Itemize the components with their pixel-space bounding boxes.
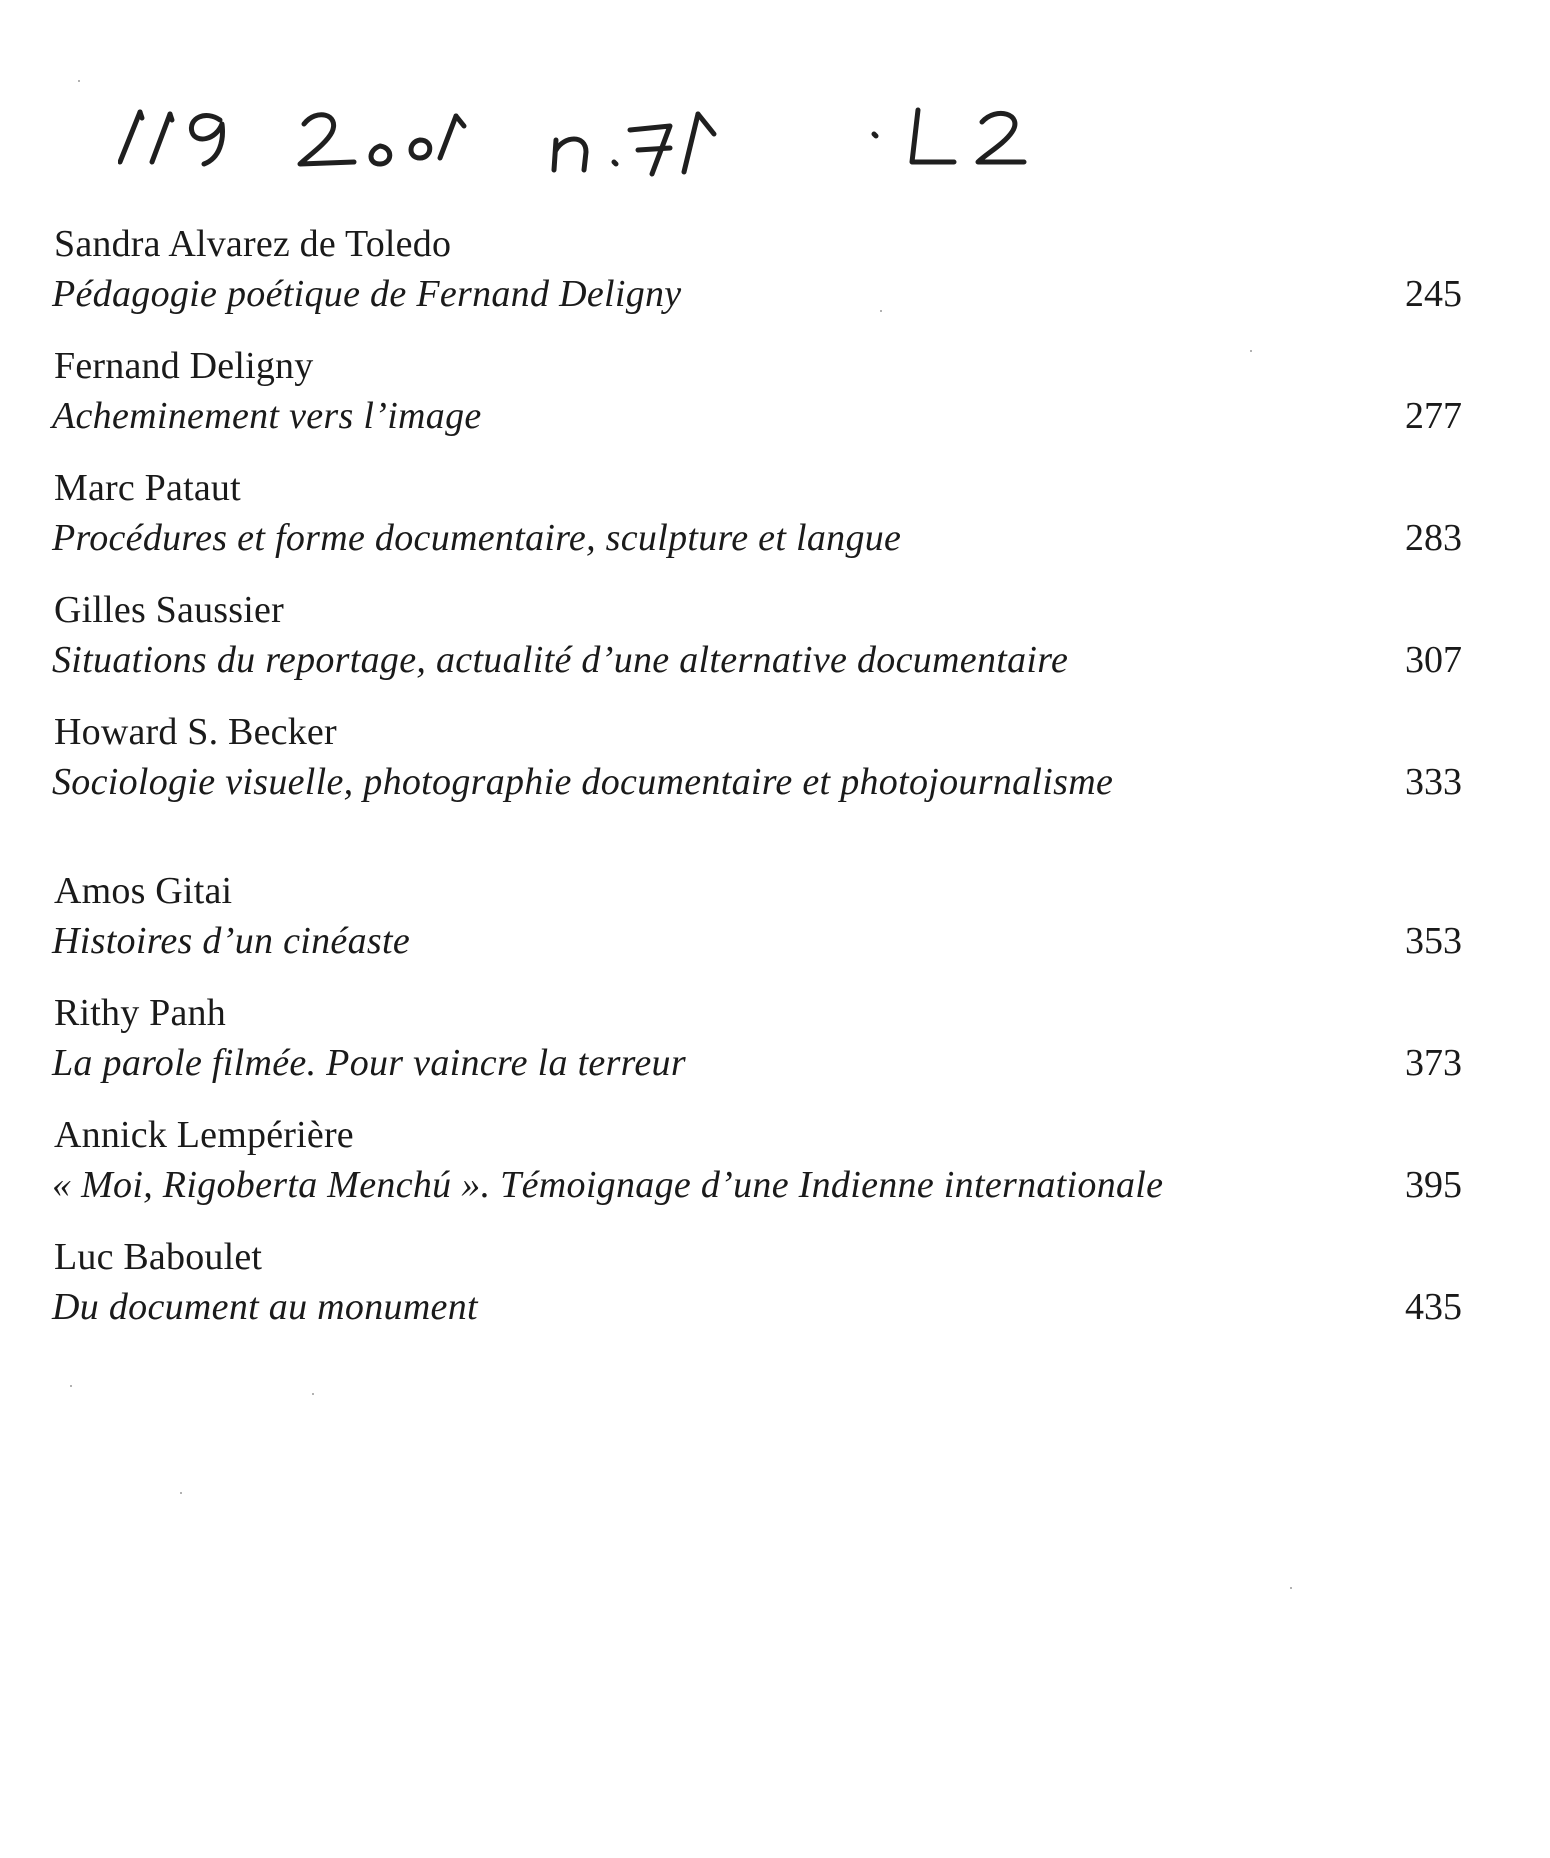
entry-author: Fernand Deligny	[54, 345, 314, 387]
entry-page-number: 395	[1405, 1164, 1462, 1206]
entry-title: Sociologie visuelle, photographie documentaire et photojournalisme	[52, 761, 1114, 803]
table-of-contents	[52, 222, 1462, 1357]
entry-title: Histoires d’un cinéaste	[52, 920, 410, 962]
entry-title: « Moi, Rigoberta Menchú ». Témoignage d’une Indienne internationale	[52, 1164, 1164, 1206]
scan-speck	[78, 80, 80, 82]
toc-entry	[52, 344, 1462, 466]
entry-title: Situations du reportage, actualité d’une alternative documentaire	[52, 639, 1069, 681]
toc-entry	[52, 710, 1462, 832]
entry-page-number: 333	[1405, 761, 1462, 803]
scan-speck	[312, 1393, 314, 1395]
toc-entry	[52, 991, 1462, 1113]
toc-entry	[52, 1113, 1462, 1235]
toc-entry	[52, 466, 1462, 588]
toc-entry	[52, 588, 1462, 710]
scan-speck	[180, 1492, 182, 1494]
entry-page-number: 353	[1405, 920, 1462, 962]
toc-entry	[52, 222, 1462, 344]
toc-entry	[52, 1235, 1462, 1357]
entry-author: Annick Lempérière	[54, 1114, 354, 1156]
entry-author: Luc Baboulet	[54, 1236, 263, 1278]
entry-author: Gilles Saussier	[54, 589, 284, 631]
entry-title: Procédures et forme documentaire, sculpture et langue	[52, 517, 902, 559]
entry-author: Sandra Alvarez de Toledo	[54, 223, 452, 265]
entry-title: Acheminement vers l’image	[52, 395, 482, 437]
entry-page-number: 245	[1405, 273, 1462, 315]
scan-speck	[880, 310, 882, 312]
entry-title: La parole filmée. Pour vaincre la terreur	[52, 1042, 686, 1084]
entry-author: Howard S. Becker	[54, 711, 337, 753]
entry-title: Pédagogie poétique de Fernand Deligny	[52, 273, 682, 315]
handwritten-annotation	[118, 100, 1268, 210]
toc-entry	[52, 869, 1462, 991]
entry-page-number: 435	[1405, 1286, 1462, 1328]
entry-page-number: 277	[1405, 395, 1462, 437]
scan-speck	[70, 1385, 72, 1387]
entry-page-number: 373	[1405, 1042, 1462, 1084]
entry-author: Rithy Panh	[54, 992, 226, 1034]
entry-page-number: 307	[1405, 639, 1462, 681]
entry-author: Marc Pataut	[54, 467, 241, 509]
entry-page-number: 283	[1405, 517, 1462, 559]
entry-title: Du document au monument	[52, 1286, 478, 1328]
scan-speck	[1250, 350, 1252, 352]
entry-author: Amos Gitai	[54, 870, 233, 912]
scan-speck	[1290, 1587, 1292, 1589]
